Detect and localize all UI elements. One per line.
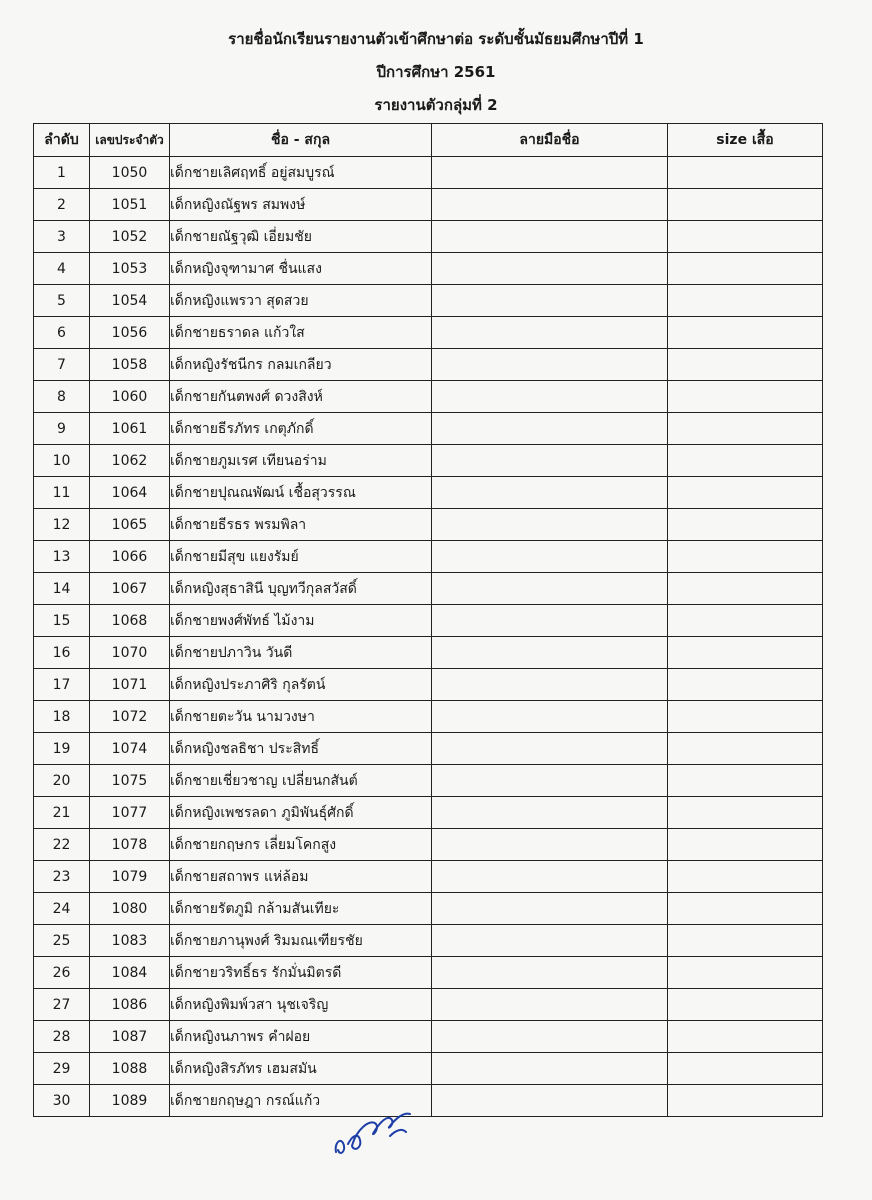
row-order-number: 22 xyxy=(34,829,90,861)
row-student-name: เด็กหญิงนภาพร คำฝอย xyxy=(170,1021,432,1053)
table-row xyxy=(34,765,823,797)
column-header-order: ลำดับ xyxy=(34,124,90,157)
row-order-number: 28 xyxy=(34,1021,90,1053)
row-student-id: 1060 xyxy=(90,381,170,413)
row-order-number: 1 xyxy=(34,157,90,189)
table-body xyxy=(34,157,823,1117)
row-student-id: 1061 xyxy=(90,413,170,445)
table-row xyxy=(34,829,823,861)
row-order-number: 14 xyxy=(34,573,90,605)
row-shirt-size-cell xyxy=(668,637,823,669)
row-shirt-size-cell xyxy=(668,605,823,637)
row-shirt-size-cell xyxy=(668,765,823,797)
table-row xyxy=(34,189,823,221)
row-order-number: 3 xyxy=(34,221,90,253)
row-signature-cell xyxy=(432,989,668,1021)
table-row xyxy=(34,605,823,637)
table-row xyxy=(34,861,823,893)
row-signature-cell xyxy=(432,669,668,701)
row-shirt-size-cell xyxy=(668,413,823,445)
row-student-name: เด็กชายณัฐวุฒิ เอี่ยมชัย xyxy=(170,221,432,253)
row-student-name: เด็กหญิงสุธาสินี บุญทวีกุลสวัสดิ์ xyxy=(170,573,432,605)
row-student-id: 1088 xyxy=(90,1053,170,1085)
row-student-name: เด็กหญิงรัชนีกร กลมเกลียว xyxy=(170,349,432,381)
row-student-id: 1080 xyxy=(90,893,170,925)
row-student-id: 1072 xyxy=(90,701,170,733)
row-order-number: 26 xyxy=(34,957,90,989)
student-roster-table xyxy=(33,123,823,1117)
row-signature-cell xyxy=(432,797,668,829)
row-shirt-size-cell xyxy=(668,989,823,1021)
row-student-name: เด็กชายปุณณพัฒน์ เชื้อสุวรรณ xyxy=(170,477,432,509)
row-student-name: เด็กหญิงสิรภัทร เฮมสมัน xyxy=(170,1053,432,1085)
row-order-number: 10 xyxy=(34,445,90,477)
academic-year-line: ปีการศึกษา 2561 xyxy=(376,63,496,81)
table-row xyxy=(34,573,823,605)
row-student-name: เด็กชายธีรธร พรมพิลา xyxy=(170,509,432,541)
row-student-id: 1086 xyxy=(90,989,170,1021)
row-student-id: 1058 xyxy=(90,349,170,381)
table-row xyxy=(34,733,823,765)
row-student-id: 1062 xyxy=(90,445,170,477)
row-student-id: 1084 xyxy=(90,957,170,989)
row-signature-cell xyxy=(432,317,668,349)
row-signature-cell xyxy=(432,509,668,541)
row-student-id: 1083 xyxy=(90,925,170,957)
row-signature-cell xyxy=(432,349,668,381)
table-row xyxy=(34,157,823,189)
row-signature-cell xyxy=(432,829,668,861)
row-shirt-size-cell xyxy=(668,157,823,189)
row-order-number: 19 xyxy=(34,733,90,765)
row-student-id: 1052 xyxy=(90,221,170,253)
row-student-id: 1071 xyxy=(90,669,170,701)
row-student-id: 1064 xyxy=(90,477,170,509)
column-header-signature: ลายมือชื่อ xyxy=(432,124,668,157)
row-shirt-size-cell xyxy=(668,893,823,925)
row-signature-cell xyxy=(432,765,668,797)
row-signature-cell xyxy=(432,1021,668,1053)
row-shirt-size-cell xyxy=(668,541,823,573)
report-group-line: รายงานตัวกลุ่มที่ 2 xyxy=(374,96,498,114)
row-student-name: เด็กชายมีสุข แยงรัมย์ xyxy=(170,541,432,573)
table-row xyxy=(34,989,823,1021)
row-order-number: 30 xyxy=(34,1085,90,1117)
row-signature-cell xyxy=(432,861,668,893)
row-student-name: เด็กชายกันตพงศ์ ดวงสิงห์ xyxy=(170,381,432,413)
row-student-name: เด็กหญิงพิมพ์วสา นุชเจริญ xyxy=(170,989,432,1021)
table-row xyxy=(34,541,823,573)
row-student-id: 1077 xyxy=(90,797,170,829)
row-order-number: 11 xyxy=(34,477,90,509)
row-order-number: 8 xyxy=(34,381,90,413)
row-signature-cell xyxy=(432,189,668,221)
row-order-number: 29 xyxy=(34,1053,90,1085)
table-row xyxy=(34,285,823,317)
row-shirt-size-cell xyxy=(668,573,823,605)
row-shirt-size-cell xyxy=(668,861,823,893)
table-header-row xyxy=(34,124,823,157)
row-order-number: 25 xyxy=(34,925,90,957)
row-signature-cell xyxy=(432,893,668,925)
row-shirt-size-cell xyxy=(668,189,823,221)
row-order-number: 27 xyxy=(34,989,90,1021)
table-row xyxy=(34,381,823,413)
row-shirt-size-cell xyxy=(668,925,823,957)
row-order-number: 21 xyxy=(34,797,90,829)
row-student-name: เด็กชายเชี่ยวชาญ เปลี่ยนกสันต์ xyxy=(170,765,432,797)
row-student-name: เด็กชายธราดล แก้วใส xyxy=(170,317,432,349)
row-student-name: เด็กหญิงแพรวา สุดสวย xyxy=(170,285,432,317)
row-student-id: 1056 xyxy=(90,317,170,349)
row-student-name: เด็กหญิงชลธิชา ประสิทธิ์ xyxy=(170,733,432,765)
row-signature-cell xyxy=(432,541,668,573)
row-shirt-size-cell xyxy=(668,1053,823,1085)
row-order-number: 12 xyxy=(34,509,90,541)
row-signature-cell xyxy=(432,733,668,765)
row-order-number: 2 xyxy=(34,189,90,221)
row-student-name: เด็กชายธีรภัทร เกตุภักดิ์ xyxy=(170,413,432,445)
row-shirt-size-cell xyxy=(668,221,823,253)
row-shirt-size-cell xyxy=(668,509,823,541)
row-shirt-size-cell xyxy=(668,445,823,477)
row-signature-cell xyxy=(432,701,668,733)
row-order-number: 4 xyxy=(34,253,90,285)
row-shirt-size-cell xyxy=(668,317,823,349)
row-student-id: 1065 xyxy=(90,509,170,541)
row-student-id: 1053 xyxy=(90,253,170,285)
table-row xyxy=(34,445,823,477)
row-student-id: 1066 xyxy=(90,541,170,573)
table-row xyxy=(34,349,823,381)
row-shirt-size-cell xyxy=(668,381,823,413)
row-shirt-size-cell xyxy=(668,285,823,317)
row-student-name: เด็กชายปภาวิน วันดี xyxy=(170,637,432,669)
row-shirt-size-cell xyxy=(668,733,823,765)
row-order-number: 17 xyxy=(34,669,90,701)
row-student-id: 1067 xyxy=(90,573,170,605)
row-order-number: 24 xyxy=(34,893,90,925)
row-signature-cell xyxy=(432,573,668,605)
row-student-id: 1054 xyxy=(90,285,170,317)
row-signature-cell xyxy=(432,1053,668,1085)
row-order-number: 16 xyxy=(34,637,90,669)
row-order-number: 9 xyxy=(34,413,90,445)
table-row xyxy=(34,925,823,957)
row-order-number: 7 xyxy=(34,349,90,381)
table-row xyxy=(34,957,823,989)
row-signature-cell xyxy=(432,477,668,509)
row-student-id: 1075 xyxy=(90,765,170,797)
row-shirt-size-cell xyxy=(668,701,823,733)
row-student-id: 1089 xyxy=(90,1085,170,1117)
row-student-name: เด็กหญิงเพชรลดา ภูมิพันธุ์ศักดิ์ xyxy=(170,797,432,829)
row-student-name: เด็กชายภานุพงศ์ ริมมณเฑียรชัย xyxy=(170,925,432,957)
row-student-name: เด็กชายพงศ์พัทธ์ ไม้งาม xyxy=(170,605,432,637)
row-student-name: เด็กชายวริทธิ์ธร รักมั่นมิตรดี xyxy=(170,957,432,989)
row-student-id: 1051 xyxy=(90,189,170,221)
table-row xyxy=(34,317,823,349)
row-student-name: เด็กชายรัตภูมิ กล้ามสันเทียะ xyxy=(170,893,432,925)
row-student-id: 1068 xyxy=(90,605,170,637)
row-student-name: เด็กชายกฤษฎา กรณ์แก้ว xyxy=(170,1085,432,1117)
table-row xyxy=(34,413,823,445)
column-header-shirt-size: size เสื้อ xyxy=(668,124,823,157)
column-header-full-name: ชื่อ - สกุล xyxy=(170,124,432,157)
row-shirt-size-cell xyxy=(668,797,823,829)
row-order-number: 23 xyxy=(34,861,90,893)
row-signature-cell xyxy=(432,381,668,413)
row-order-number: 13 xyxy=(34,541,90,573)
row-student-name: เด็กหญิงประภาศิริ กุลรัตน์ xyxy=(170,669,432,701)
row-signature-cell xyxy=(432,637,668,669)
row-shirt-size-cell xyxy=(668,253,823,285)
row-signature-cell xyxy=(432,445,668,477)
table-row xyxy=(34,797,823,829)
row-student-id: 1087 xyxy=(90,1021,170,1053)
table-row xyxy=(34,1053,823,1085)
row-shirt-size-cell xyxy=(668,477,823,509)
table-row xyxy=(34,893,823,925)
table-row xyxy=(34,1021,823,1053)
row-shirt-size-cell xyxy=(668,829,823,861)
row-signature-cell xyxy=(432,253,668,285)
row-student-name: เด็กชายเลิศฤทธิ์ อยู่สมบูรณ์ xyxy=(170,157,432,189)
table-row xyxy=(34,253,823,285)
row-student-id: 1074 xyxy=(90,733,170,765)
table-row xyxy=(34,509,823,541)
row-signature-cell xyxy=(432,1085,668,1117)
row-shirt-size-cell xyxy=(668,957,823,989)
handwritten-signature xyxy=(330,1100,420,1160)
row-shirt-size-cell xyxy=(668,349,823,381)
table-row xyxy=(34,477,823,509)
row-order-number: 6 xyxy=(34,317,90,349)
table-row xyxy=(34,637,823,669)
column-header-student-id: เลขประจำตัว xyxy=(90,124,170,157)
row-student-id: 1050 xyxy=(90,157,170,189)
row-student-name: เด็กชายภูมเรศ เทียนอร่าม xyxy=(170,445,432,477)
row-shirt-size-cell xyxy=(668,669,823,701)
row-signature-cell xyxy=(432,157,668,189)
table-row xyxy=(34,1085,823,1117)
row-student-name: เด็กชายกฤษกร เลี่ยมโคกสูง xyxy=(170,829,432,861)
document-title: รายชื่อนักเรียนรายงานตัวเข้าศึกษาต่อ ระดับชั้นมัธยมศึกษาปีที่ 1 xyxy=(228,30,644,48)
row-student-name: เด็กชายสถาพร แห่ล้อม xyxy=(170,861,432,893)
table-row xyxy=(34,669,823,701)
row-signature-cell xyxy=(432,221,668,253)
row-student-id: 1079 xyxy=(90,861,170,893)
row-signature-cell xyxy=(432,957,668,989)
row-student-name: เด็กหญิงณัฐพร สมพงษ์ xyxy=(170,189,432,221)
row-order-number: 20 xyxy=(34,765,90,797)
row-shirt-size-cell xyxy=(668,1085,823,1117)
row-student-id: 1070 xyxy=(90,637,170,669)
row-student-id: 1078 xyxy=(90,829,170,861)
row-shirt-size-cell xyxy=(668,1021,823,1053)
table-row xyxy=(34,701,823,733)
row-signature-cell xyxy=(432,605,668,637)
row-student-name: เด็กชายตะวัน นามวงษา xyxy=(170,701,432,733)
table-row xyxy=(34,221,823,253)
row-order-number: 5 xyxy=(34,285,90,317)
row-order-number: 15 xyxy=(34,605,90,637)
row-signature-cell xyxy=(432,285,668,317)
row-student-name: เด็กหญิงจุฑามาศ ชื่นแสง xyxy=(170,253,432,285)
row-signature-cell xyxy=(432,925,668,957)
row-order-number: 18 xyxy=(34,701,90,733)
row-signature-cell xyxy=(432,413,668,445)
